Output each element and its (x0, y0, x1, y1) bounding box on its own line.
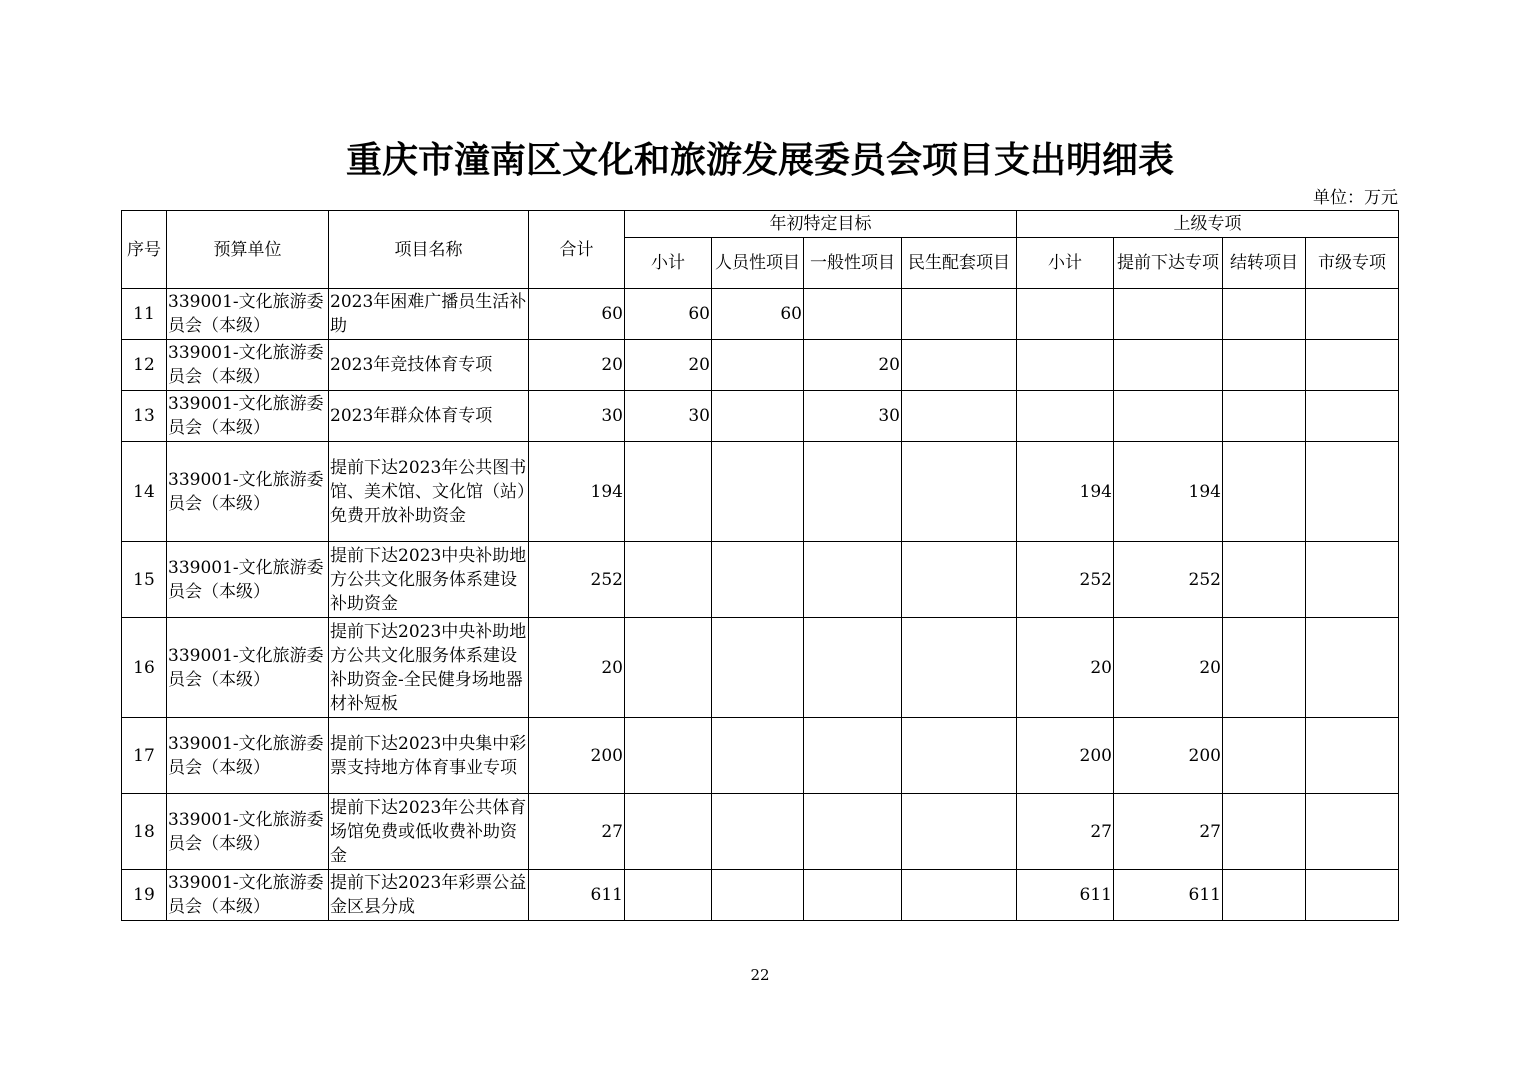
cell-general (804, 618, 902, 718)
cell-carryover (1223, 340, 1306, 391)
header-annual-subtotal: 小计 (625, 238, 712, 289)
cell-general (804, 442, 902, 542)
cell-superior-subtotal (1017, 340, 1114, 391)
cell-general (804, 794, 902, 870)
cell-annual-subtotal (625, 442, 712, 542)
cell-total: 27 (529, 794, 625, 870)
cell-livelihood (902, 442, 1017, 542)
cell-advance (1114, 340, 1223, 391)
cell-municipal (1306, 794, 1399, 870)
header-group-superior: 上级专项 (1017, 211, 1399, 238)
cell-livelihood (902, 718, 1017, 794)
cell-municipal (1306, 870, 1399, 921)
cell-budget-unit: 339001-文化旅游委员会（本级） (167, 542, 329, 618)
cell-municipal (1306, 391, 1399, 442)
cell-general (804, 870, 902, 921)
cell-carryover (1223, 442, 1306, 542)
cell-budget-unit: 339001-文化旅游委员会（本级） (167, 340, 329, 391)
cell-livelihood (902, 340, 1017, 391)
header-total: 合计 (529, 211, 625, 289)
cell-annual-subtotal (625, 718, 712, 794)
table-row (122, 289, 1399, 340)
cell-municipal (1306, 718, 1399, 794)
table-row (122, 794, 1399, 870)
cell-advance: 20 (1114, 618, 1223, 718)
header-budget-unit: 预算单位 (167, 211, 329, 289)
cell-budget-unit: 339001-文化旅游委员会（本级） (167, 442, 329, 542)
cell-advance: 611 (1114, 870, 1223, 921)
cell-advance: 194 (1114, 442, 1223, 542)
cell-general: 30 (804, 391, 902, 442)
header-seq: 序号 (122, 211, 167, 289)
cell-carryover (1223, 794, 1306, 870)
cell-advance: 200 (1114, 718, 1223, 794)
project-expense-table (121, 210, 1399, 921)
cell-annual-subtotal (625, 542, 712, 618)
page-title: 重庆市潼南区文化和旅游发展委员会项目支出明细表 (345, 140, 1174, 181)
table-row (122, 870, 1399, 921)
cell-carryover (1223, 870, 1306, 921)
cell-carryover (1223, 391, 1306, 442)
cell-general (804, 542, 902, 618)
cell-livelihood (902, 870, 1017, 921)
cell-project-name: 2023年群众体育专项 (329, 391, 529, 442)
header-personnel: 人员性项目 (712, 238, 804, 289)
cell-advance (1114, 289, 1223, 340)
cell-seq: 12 (122, 340, 167, 391)
cell-personnel (712, 794, 804, 870)
cell-seq: 18 (122, 794, 167, 870)
cell-livelihood (902, 618, 1017, 718)
cell-personnel: 60 (712, 289, 804, 340)
cell-project-name: 2023年困难广播员生活补助 (329, 289, 529, 340)
header-project-name: 项目名称 (329, 211, 529, 289)
page-number: 22 (750, 966, 770, 984)
cell-total: 30 (529, 391, 625, 442)
cell-personnel (712, 618, 804, 718)
cell-livelihood (902, 289, 1017, 340)
table-row (122, 718, 1399, 794)
cell-carryover (1223, 289, 1306, 340)
header-advance: 提前下达专项 (1114, 238, 1223, 289)
cell-personnel (712, 442, 804, 542)
cell-project-name: 提前下达2023年彩票公益金区县分成 (329, 870, 529, 921)
table-row (122, 542, 1399, 618)
cell-livelihood (902, 794, 1017, 870)
cell-general (804, 289, 902, 340)
cell-livelihood (902, 542, 1017, 618)
cell-budget-unit: 339001-文化旅游委员会（本级） (167, 794, 329, 870)
cell-municipal (1306, 289, 1399, 340)
cell-superior-subtotal: 252 (1017, 542, 1114, 618)
cell-livelihood (902, 391, 1017, 442)
cell-seq: 13 (122, 391, 167, 442)
cell-general (804, 718, 902, 794)
cell-seq: 11 (122, 289, 167, 340)
cell-personnel (712, 340, 804, 391)
cell-municipal (1306, 618, 1399, 718)
cell-project-name: 提前下达2023中央集中彩票支持地方体育事业专项 (329, 718, 529, 794)
cell-seq: 16 (122, 618, 167, 718)
cell-project-name: 提前下达2023中央补助地方公共文化服务体系建设补助资金 (329, 542, 529, 618)
cell-annual-subtotal (625, 618, 712, 718)
header-carryover: 结转项目 (1223, 238, 1306, 289)
table-row (122, 618, 1399, 718)
cell-project-name: 提前下达2023中央补助地方公共文化服务体系建设补助资金-全民健身场地器材补短板 (329, 618, 529, 718)
cell-carryover (1223, 542, 1306, 618)
cell-project-name: 2023年竞技体育专项 (329, 340, 529, 391)
cell-total: 60 (529, 289, 625, 340)
cell-annual-subtotal: 60 (625, 289, 712, 340)
table-row (122, 340, 1399, 391)
cell-general: 20 (804, 340, 902, 391)
cell-budget-unit: 339001-文化旅游委员会（本级） (167, 289, 329, 340)
cell-annual-subtotal: 30 (625, 391, 712, 442)
cell-personnel (712, 391, 804, 442)
cell-total: 611 (529, 870, 625, 921)
table-row (122, 442, 1399, 542)
cell-municipal (1306, 442, 1399, 542)
cell-advance: 27 (1114, 794, 1223, 870)
cell-total: 20 (529, 340, 625, 391)
cell-budget-unit: 339001-文化旅游委员会（本级） (167, 391, 329, 442)
cell-superior-subtotal: 27 (1017, 794, 1114, 870)
header-general: 一般性项目 (804, 238, 902, 289)
cell-budget-unit: 339001-文化旅游委员会（本级） (167, 718, 329, 794)
cell-advance (1114, 391, 1223, 442)
cell-seq: 15 (122, 542, 167, 618)
cell-annual-subtotal (625, 870, 712, 921)
header-superior-subtotal: 小计 (1017, 238, 1114, 289)
unit-label: 单位：万元 (1313, 188, 1398, 208)
cell-superior-subtotal: 611 (1017, 870, 1114, 921)
cell-total: 200 (529, 718, 625, 794)
cell-superior-subtotal: 200 (1017, 718, 1114, 794)
cell-seq: 14 (122, 442, 167, 542)
cell-superior-subtotal (1017, 289, 1114, 340)
cell-project-name: 提前下达2023年公共图书馆、美术馆、文化馆（站）免费开放补助资金 (329, 442, 529, 542)
cell-project-name: 提前下达2023年公共体育场馆免费或低收费补助资金 (329, 794, 529, 870)
cell-budget-unit: 339001-文化旅游委员会（本级） (167, 870, 329, 921)
cell-total: 20 (529, 618, 625, 718)
header-municipal: 市级专项 (1306, 238, 1399, 289)
cell-total: 252 (529, 542, 625, 618)
cell-total: 194 (529, 442, 625, 542)
cell-superior-subtotal: 20 (1017, 618, 1114, 718)
cell-superior-subtotal (1017, 391, 1114, 442)
cell-annual-subtotal (625, 794, 712, 870)
cell-personnel (712, 718, 804, 794)
cell-personnel (712, 542, 804, 618)
cell-advance: 252 (1114, 542, 1223, 618)
cell-superior-subtotal: 194 (1017, 442, 1114, 542)
cell-municipal (1306, 542, 1399, 618)
cell-carryover (1223, 618, 1306, 718)
cell-seq: 19 (122, 870, 167, 921)
table-row (122, 391, 1399, 442)
header-livelihood: 民生配套项目 (902, 238, 1017, 289)
cell-municipal (1306, 340, 1399, 391)
cell-seq: 17 (122, 718, 167, 794)
cell-budget-unit: 339001-文化旅游委员会（本级） (167, 618, 329, 718)
header-group-annual: 年初特定目标 (625, 211, 1017, 238)
cell-personnel (712, 870, 804, 921)
cell-annual-subtotal: 20 (625, 340, 712, 391)
cell-carryover (1223, 718, 1306, 794)
